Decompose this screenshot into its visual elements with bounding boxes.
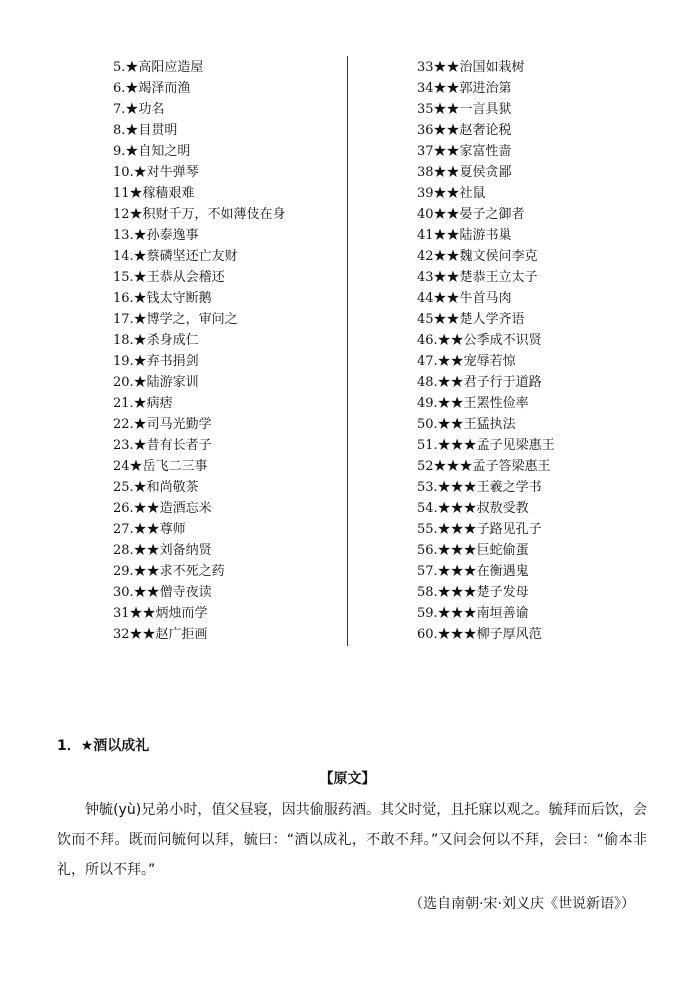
- toc-item: 20.★陆游家训: [113, 375, 199, 390]
- toc-item: 17.★博学之，审问之: [113, 312, 238, 327]
- toc-item: 46.★★公季成不识贤: [417, 333, 542, 348]
- toc-item: 47.★★宠辱若惊: [417, 354, 516, 369]
- toc-item: 38★★夏侯贪鄙: [417, 165, 512, 180]
- toc-item: 7.★功名: [113, 102, 165, 117]
- toc-item: 15.★王恭从会稽还: [113, 270, 225, 285]
- toc-item: 54.★★★叔敖受教: [417, 501, 529, 516]
- source-citation: （选自南朝·宋·刘义庆《世说新语》）: [409, 896, 635, 912]
- toc-item: 13.★孙泰逸事: [113, 228, 199, 243]
- toc-item: 35★★一言具狱: [417, 102, 512, 117]
- toc-item: 23.★昔有长者子: [113, 438, 212, 453]
- passage-text: 钟毓(yù)兄弟小时，值父昼寝，因共偷服药酒。其父时觉，且托寐以观之。毓拜而后饮，会饮而不拜。既而问毓何以拜，毓曰：“酒以成礼，不敢不拜。”又问会何以不拜，会曰：“偷本非礼，所以不拜。”: [57, 802, 647, 878]
- toc-item: 49.★★王罴性俭率: [417, 396, 529, 411]
- toc-item: 32★★赵广拒画: [113, 627, 208, 642]
- toc-item: 58.★★★楚子发母: [417, 585, 529, 600]
- toc-item: 42★★魏文侯问李克: [417, 249, 538, 264]
- toc-item: 59.★★★南垣善谕: [417, 606, 529, 621]
- column-divider: [347, 56, 348, 646]
- toc-item: 6.★竭泽而渔: [113, 81, 191, 96]
- toc-item: 55.★★★子路见孔子: [417, 522, 542, 537]
- toc-left-column: [113, 57, 286, 645]
- toc-item: 53.★★★王羲之学书: [417, 480, 542, 495]
- toc-item: 24★岳飞二三事: [113, 459, 208, 474]
- toc-item: 21.★病痞: [113, 396, 173, 411]
- toc-item: 10.★对牛弹琴: [113, 165, 199, 180]
- toc-item: 9.★自知之明: [113, 144, 191, 159]
- toc-item: 52★★★孟子答梁惠王: [417, 459, 551, 474]
- toc-item: 26.★★造酒忘米: [113, 501, 212, 516]
- toc-item: 29.★★求不死之药: [113, 564, 225, 579]
- toc-item: 18.★杀身成仁: [113, 333, 199, 348]
- toc-item: 34★★郭进治第: [417, 81, 512, 96]
- toc-item: 8.★目贯明: [113, 123, 178, 138]
- toc-item: 25.★和尚敬茶: [113, 480, 199, 495]
- toc-item: 60.★★★柳子厚风范: [417, 627, 542, 642]
- toc-item: 12★积财千万，不如薄伎在身: [113, 207, 286, 222]
- toc-right-column: [417, 57, 555, 645]
- toc-item: 14.★蔡磷坚还亡友财: [113, 249, 238, 264]
- toc-item: 40★★晏子之御者: [417, 207, 525, 222]
- section-subtitle: 【原文】: [319, 771, 376, 787]
- toc-item: 45★★楚人学齐语: [417, 312, 525, 327]
- toc-item: 5.★高阳应造屋: [113, 60, 204, 75]
- section-title: 1．★酒以成礼: [57, 738, 150, 754]
- toc-item: 50.★★王猛执法: [417, 417, 516, 432]
- toc-item: 19.★弃书捐剑: [113, 354, 199, 369]
- toc-item: 22.★司马光勤学: [113, 417, 212, 432]
- toc-item: 27.★★尊师: [113, 522, 186, 537]
- toc-item: 11★稼穑艰难: [113, 186, 195, 201]
- toc-item: 51.★★★孟子见梁惠王: [417, 438, 555, 453]
- toc-item: 31★★炳烛而学: [113, 606, 208, 621]
- toc-item: 44★★牛首马肉: [417, 291, 512, 306]
- toc-item: 30.★★僧寺夜读: [113, 585, 212, 600]
- toc-item: 39★★社鼠: [417, 186, 486, 201]
- toc-item: 36★★赵奢论税: [417, 123, 512, 138]
- toc-item: 57.★★★在衡遇鬼: [417, 564, 529, 579]
- toc-item: 37★★家富性啬: [417, 144, 512, 159]
- toc-item: 28.★★刘备纳贤: [113, 543, 212, 558]
- toc-item: 48.★★君子行于道路: [417, 375, 542, 390]
- toc-item: 56.★★★巨蛇偷蛋: [417, 543, 529, 558]
- toc-item: 41★★陆游书巢: [417, 228, 512, 243]
- toc-item: 16.★钱太守断鹅: [113, 291, 212, 306]
- toc-item: 33★★治国如栽树: [417, 60, 525, 75]
- toc-item: 43★★楚恭王立太子: [417, 270, 538, 285]
